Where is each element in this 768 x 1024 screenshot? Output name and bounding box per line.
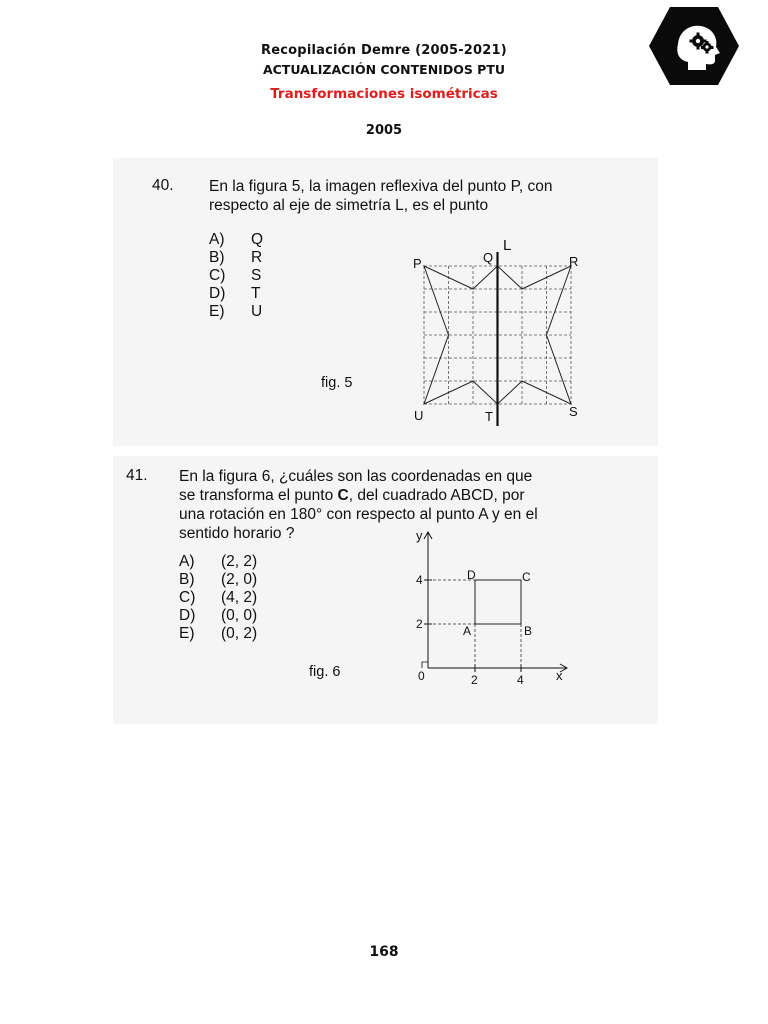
x-tick-4: 4 — [517, 673, 524, 687]
question-41-line-3: una rotación en 180° con respecto al punto A y en el — [179, 506, 538, 523]
option-b[interactable] — [209, 249, 263, 267]
question-41-line-2-post: , del cuadrado ABCD, por — [348, 487, 525, 504]
y-tick-2: 2 — [416, 617, 423, 631]
page-number: 168 — [369, 944, 399, 960]
option-b[interactable] — [179, 571, 257, 589]
point-q-label: Q — [483, 250, 494, 265]
question-40-number: 40. — [152, 177, 174, 194]
option-a[interactable] — [179, 553, 257, 571]
option-c[interactable] — [179, 589, 257, 607]
option-a[interactable] — [209, 231, 263, 249]
option-letter: C) — [179, 589, 196, 606]
header-title: Recopilación Demre (2005-2021) — [261, 43, 507, 58]
option-value: (0, 0) — [221, 607, 258, 624]
question-41-number: 41. — [126, 467, 148, 484]
option-letter: D) — [179, 607, 196, 624]
vertex-b-label: B — [524, 624, 533, 638]
figure-5-label: fig. 5 — [321, 375, 353, 391]
option-value: R — [251, 249, 263, 266]
option-value: (4, 2) — [221, 589, 258, 606]
option-letter: E) — [179, 625, 195, 642]
question-41-line-1: En la figura 6, ¿cuáles son las coordenadas en que — [179, 468, 533, 485]
option-d[interactable] — [209, 285, 263, 303]
option-value: U — [251, 303, 263, 320]
x-tick-2: 2 — [471, 673, 478, 687]
option-letter: B) — [179, 571, 195, 588]
option-value: T — [251, 285, 261, 302]
option-letter: E) — [209, 303, 225, 320]
point-t-label: T — [485, 409, 493, 424]
axis-l-label: L — [503, 237, 512, 254]
vertex-d-label: D — [467, 568, 476, 582]
year-label: 2005 — [365, 123, 403, 138]
option-letter: D) — [209, 285, 226, 302]
header-subtitle: ACTUALIZACIÓN CONTENIDOS PTU — [262, 62, 506, 77]
point-r-label: R — [569, 254, 579, 269]
question-40-line-1: En la figura 5, la imagen reflexiva del punto P, con — [209, 178, 553, 195]
question-40-line-2: respecto al eje de simetría L, es el punto — [209, 197, 489, 214]
x-axis-label: x — [556, 668, 563, 683]
figure-6-label: fig. 6 — [309, 664, 341, 680]
topic-title — [0, 86, 768, 102]
option-letter: C) — [209, 267, 226, 284]
y-axis-label: y — [416, 528, 423, 543]
question-41-line-2-pre: se transforma el punto — [179, 487, 338, 504]
figure-5 — [400, 230, 600, 430]
option-letter: B) — [209, 249, 225, 266]
origin-label: 0 — [418, 669, 425, 683]
point-p-label: P — [413, 256, 422, 271]
y-tick-4: 4 — [416, 573, 423, 587]
question-41-line-4: sentido horario ? — [179, 525, 295, 542]
option-letter: A) — [209, 231, 225, 248]
figure-6 — [400, 525, 580, 695]
question-41-options — [179, 553, 257, 643]
option-e[interactable] — [209, 303, 263, 321]
question-41-line-2 — [179, 486, 538, 505]
point-u-label: U — [414, 408, 424, 423]
point-s-label: S — [569, 404, 578, 419]
question-40-options — [209, 231, 263, 321]
point-c-emphasis: C — [337, 487, 349, 504]
option-value: Q — [251, 231, 264, 248]
option-value: (2, 2) — [221, 553, 258, 570]
topic-title-text: Transformaciones isométricas — [270, 86, 498, 102]
option-c[interactable] — [209, 267, 263, 285]
option-d[interactable] — [179, 607, 257, 625]
vertex-c-label: C — [522, 570, 531, 584]
question-40-text — [209, 177, 553, 215]
option-value: S — [251, 267, 262, 284]
option-e[interactable] — [179, 625, 257, 643]
option-letter: A) — [179, 553, 195, 570]
option-value: (0, 2) — [221, 625, 258, 642]
head-with-gears-icon — [648, 6, 740, 86]
option-value: (2, 0) — [221, 571, 258, 588]
vertex-a-label: A — [463, 624, 472, 638]
